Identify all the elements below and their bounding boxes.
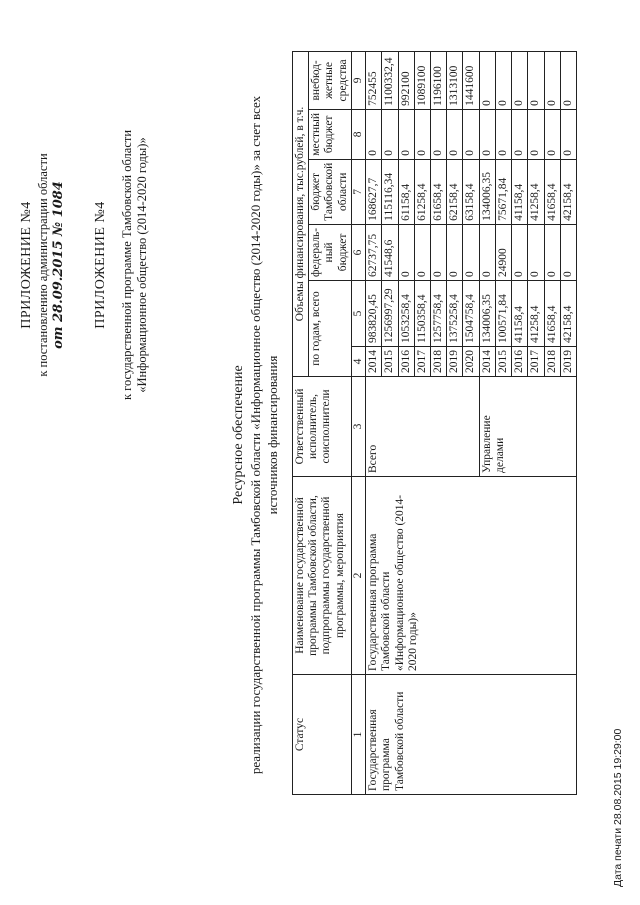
federal-cell: 0 <box>463 224 479 280</box>
total-cell: 1150358,4 <box>414 281 430 347</box>
column-number-row <box>351 51 365 794</box>
federal-cell: 0 <box>447 224 463 280</box>
year-cell: 2019 <box>447 347 463 377</box>
federal-cell: 0 <box>512 224 528 280</box>
regional-cell: 61258,4 <box>414 159 430 224</box>
regional-cell: 75671,84 <box>495 159 511 224</box>
local-cell: 0 <box>544 109 560 159</box>
header-name: Наименование государственной программы Тамбовской области, подпрограммы государственной программы, мероприятия <box>293 477 352 675</box>
federal-cell: 0 <box>479 224 495 280</box>
annex-program-line2: «Информационное общество (2014-2020 годы)» <box>135 137 150 393</box>
extrabudget-cell: 0 <box>495 51 511 109</box>
year-cell: 2015 <box>382 347 398 377</box>
total-cell: 1375258,4 <box>447 281 463 347</box>
local-cell: 0 <box>414 109 430 159</box>
regional-cell: 41258,4 <box>528 159 544 224</box>
annex-decree-title: ПРИЛОЖЕНИЕ №4 <box>19 201 34 329</box>
year-cell: 2016 <box>398 347 414 377</box>
local-cell: 0 <box>430 109 446 159</box>
local-cell: 0 <box>463 109 479 159</box>
document-title <box>230 85 282 785</box>
col-number: 5 <box>351 281 365 347</box>
year-cell: 2014 <box>479 347 495 377</box>
col-number: 6 <box>351 224 365 280</box>
total-cell: 41258,4 <box>528 281 544 347</box>
regional-cell: 115116,34 <box>382 159 398 224</box>
total-cell: 1053258,4 <box>398 281 414 347</box>
header-local: местный бюджет <box>309 109 352 159</box>
federal-cell: 0 <box>398 224 414 280</box>
local-cell: 0 <box>382 109 398 159</box>
annex-program-line1: к государственной программе Тамбовской области <box>119 129 134 401</box>
total-cell: 1504758,4 <box>463 281 479 347</box>
extrabudget-cell: 0 <box>528 51 544 109</box>
handwritten-date-number: от 28.09.2015 № 1084 <box>51 181 67 349</box>
local-cell: 0 <box>528 109 544 159</box>
title-line3: источников финансирования <box>265 355 281 515</box>
local-cell: 0 <box>479 109 495 159</box>
extrabudget-cell: 0 <box>479 51 495 109</box>
regional-cell: 61658,4 <box>430 159 446 224</box>
extrabudget-cell: 0 <box>512 51 528 109</box>
federal-cell: 0 <box>414 224 430 280</box>
program-name-cell: Государственная программа Тамбовской области «Информационное общество (2014-2020 годы)» <box>366 477 577 675</box>
header-total-by-year: по годам, всего <box>309 281 352 377</box>
year-cell: 2018 <box>544 347 560 377</box>
local-cell: 0 <box>366 109 382 159</box>
total-cell: 100571,84 <box>495 281 511 347</box>
local-cell: 0 <box>398 109 414 159</box>
federal-cell: 0 <box>544 224 560 280</box>
year-cell: 2020 <box>463 347 479 377</box>
extrabudget-cell: 0 <box>544 51 560 109</box>
federal-cell: 0 <box>560 224 576 280</box>
col-number: 2 <box>351 477 365 675</box>
header-volumes: Объемы финансирования, тыс.рублей, в т.ч. <box>293 51 309 376</box>
regional-cell: 41658,4 <box>544 159 560 224</box>
extrabudget-cell: 0 <box>560 51 576 109</box>
regional-cell: 134006,35 <box>479 159 495 224</box>
print-date: Дата печати 28.08.2015 19:29:00 <box>612 728 624 887</box>
local-cell: 0 <box>512 109 528 159</box>
total-cell: 1257758,4 <box>430 281 446 347</box>
extrabudget-cell: 992100 <box>398 51 414 109</box>
extrabudget-cell: 1313100 <box>447 51 463 109</box>
header-status: Статус <box>293 675 352 795</box>
extrabudget-cell: 1196100 <box>430 51 446 109</box>
annex-decree-block <box>18 55 67 475</box>
executor-cell: Управление делами <box>479 377 576 477</box>
executor-cell: Всего <box>366 377 480 477</box>
year-cell: 2019 <box>560 347 576 377</box>
total-cell: 983820,45 <box>366 281 382 347</box>
federal-cell: 62737,75 <box>366 224 382 280</box>
title-line2: реализации государственной программы Тамбовской области «Информационное общество (2014-2020 годы)» за счет всех <box>248 95 264 775</box>
year-cell: 2015 <box>495 347 511 377</box>
regional-cell: 63158,4 <box>463 159 479 224</box>
federal-cell: 41548,6 <box>382 224 398 280</box>
total-cell: 42158,4 <box>560 281 576 347</box>
total-cell: 41658,4 <box>544 281 560 347</box>
header-federal: федераль-ный бюджет <box>309 224 352 280</box>
regional-cell: 41158,4 <box>512 159 528 224</box>
regional-cell: 62158,4 <box>447 159 463 224</box>
col-number: 9 <box>351 51 365 109</box>
federal-cell: 0 <box>528 224 544 280</box>
regional-cell: 42158,4 <box>560 159 576 224</box>
federal-cell: 0 <box>430 224 446 280</box>
year-cell: 2016 <box>512 347 528 377</box>
local-cell: 0 <box>447 109 463 159</box>
regional-cell: 61158,4 <box>398 159 414 224</box>
extrabudget-cell: 1089100 <box>414 51 430 109</box>
total-cell: 1256997,29 <box>382 281 398 347</box>
header-regional: бюджет Тамбовской области <box>309 159 352 224</box>
status-cell: Государственная программа Тамбовской области <box>366 675 577 795</box>
year-cell: 2017 <box>528 347 544 377</box>
local-cell: 0 <box>560 109 576 159</box>
local-cell: 0 <box>495 109 511 159</box>
regional-cell: 168627,7 <box>366 159 382 224</box>
col-number: 8 <box>351 109 365 159</box>
annex-program-block <box>92 55 151 475</box>
col-number: 3 <box>351 377 365 477</box>
header-executor: Ответственный исполнитель, соисполнители <box>293 377 352 477</box>
col-number: 4 <box>351 347 365 377</box>
col-number: 7 <box>351 159 365 224</box>
col-number: 1 <box>351 675 365 795</box>
header-extrabudget: внебюд-жетные средства <box>309 51 352 109</box>
year-cell: 2014 <box>366 347 382 377</box>
title-line1: Ресурсное обеспечение <box>231 365 246 505</box>
total-cell: 41158,4 <box>512 281 528 347</box>
table-row <box>366 51 382 794</box>
header-row-1 <box>293 51 309 794</box>
extrabudget-cell: 1100332,4 <box>382 51 398 109</box>
year-cell: 2017 <box>414 347 430 377</box>
year-cell: 2018 <box>430 347 446 377</box>
extrabudget-cell: 752455 <box>366 51 382 109</box>
federal-cell: 24900 <box>495 224 511 280</box>
annex-program-title: ПРИЛОЖЕНИЕ №4 <box>93 201 108 329</box>
resources-table <box>292 51 577 795</box>
total-cell: 134006,35 <box>479 281 495 347</box>
annex-decree-line: к постановлению администрации области <box>35 153 50 377</box>
extrabudget-cell: 1441600 <box>463 51 479 109</box>
